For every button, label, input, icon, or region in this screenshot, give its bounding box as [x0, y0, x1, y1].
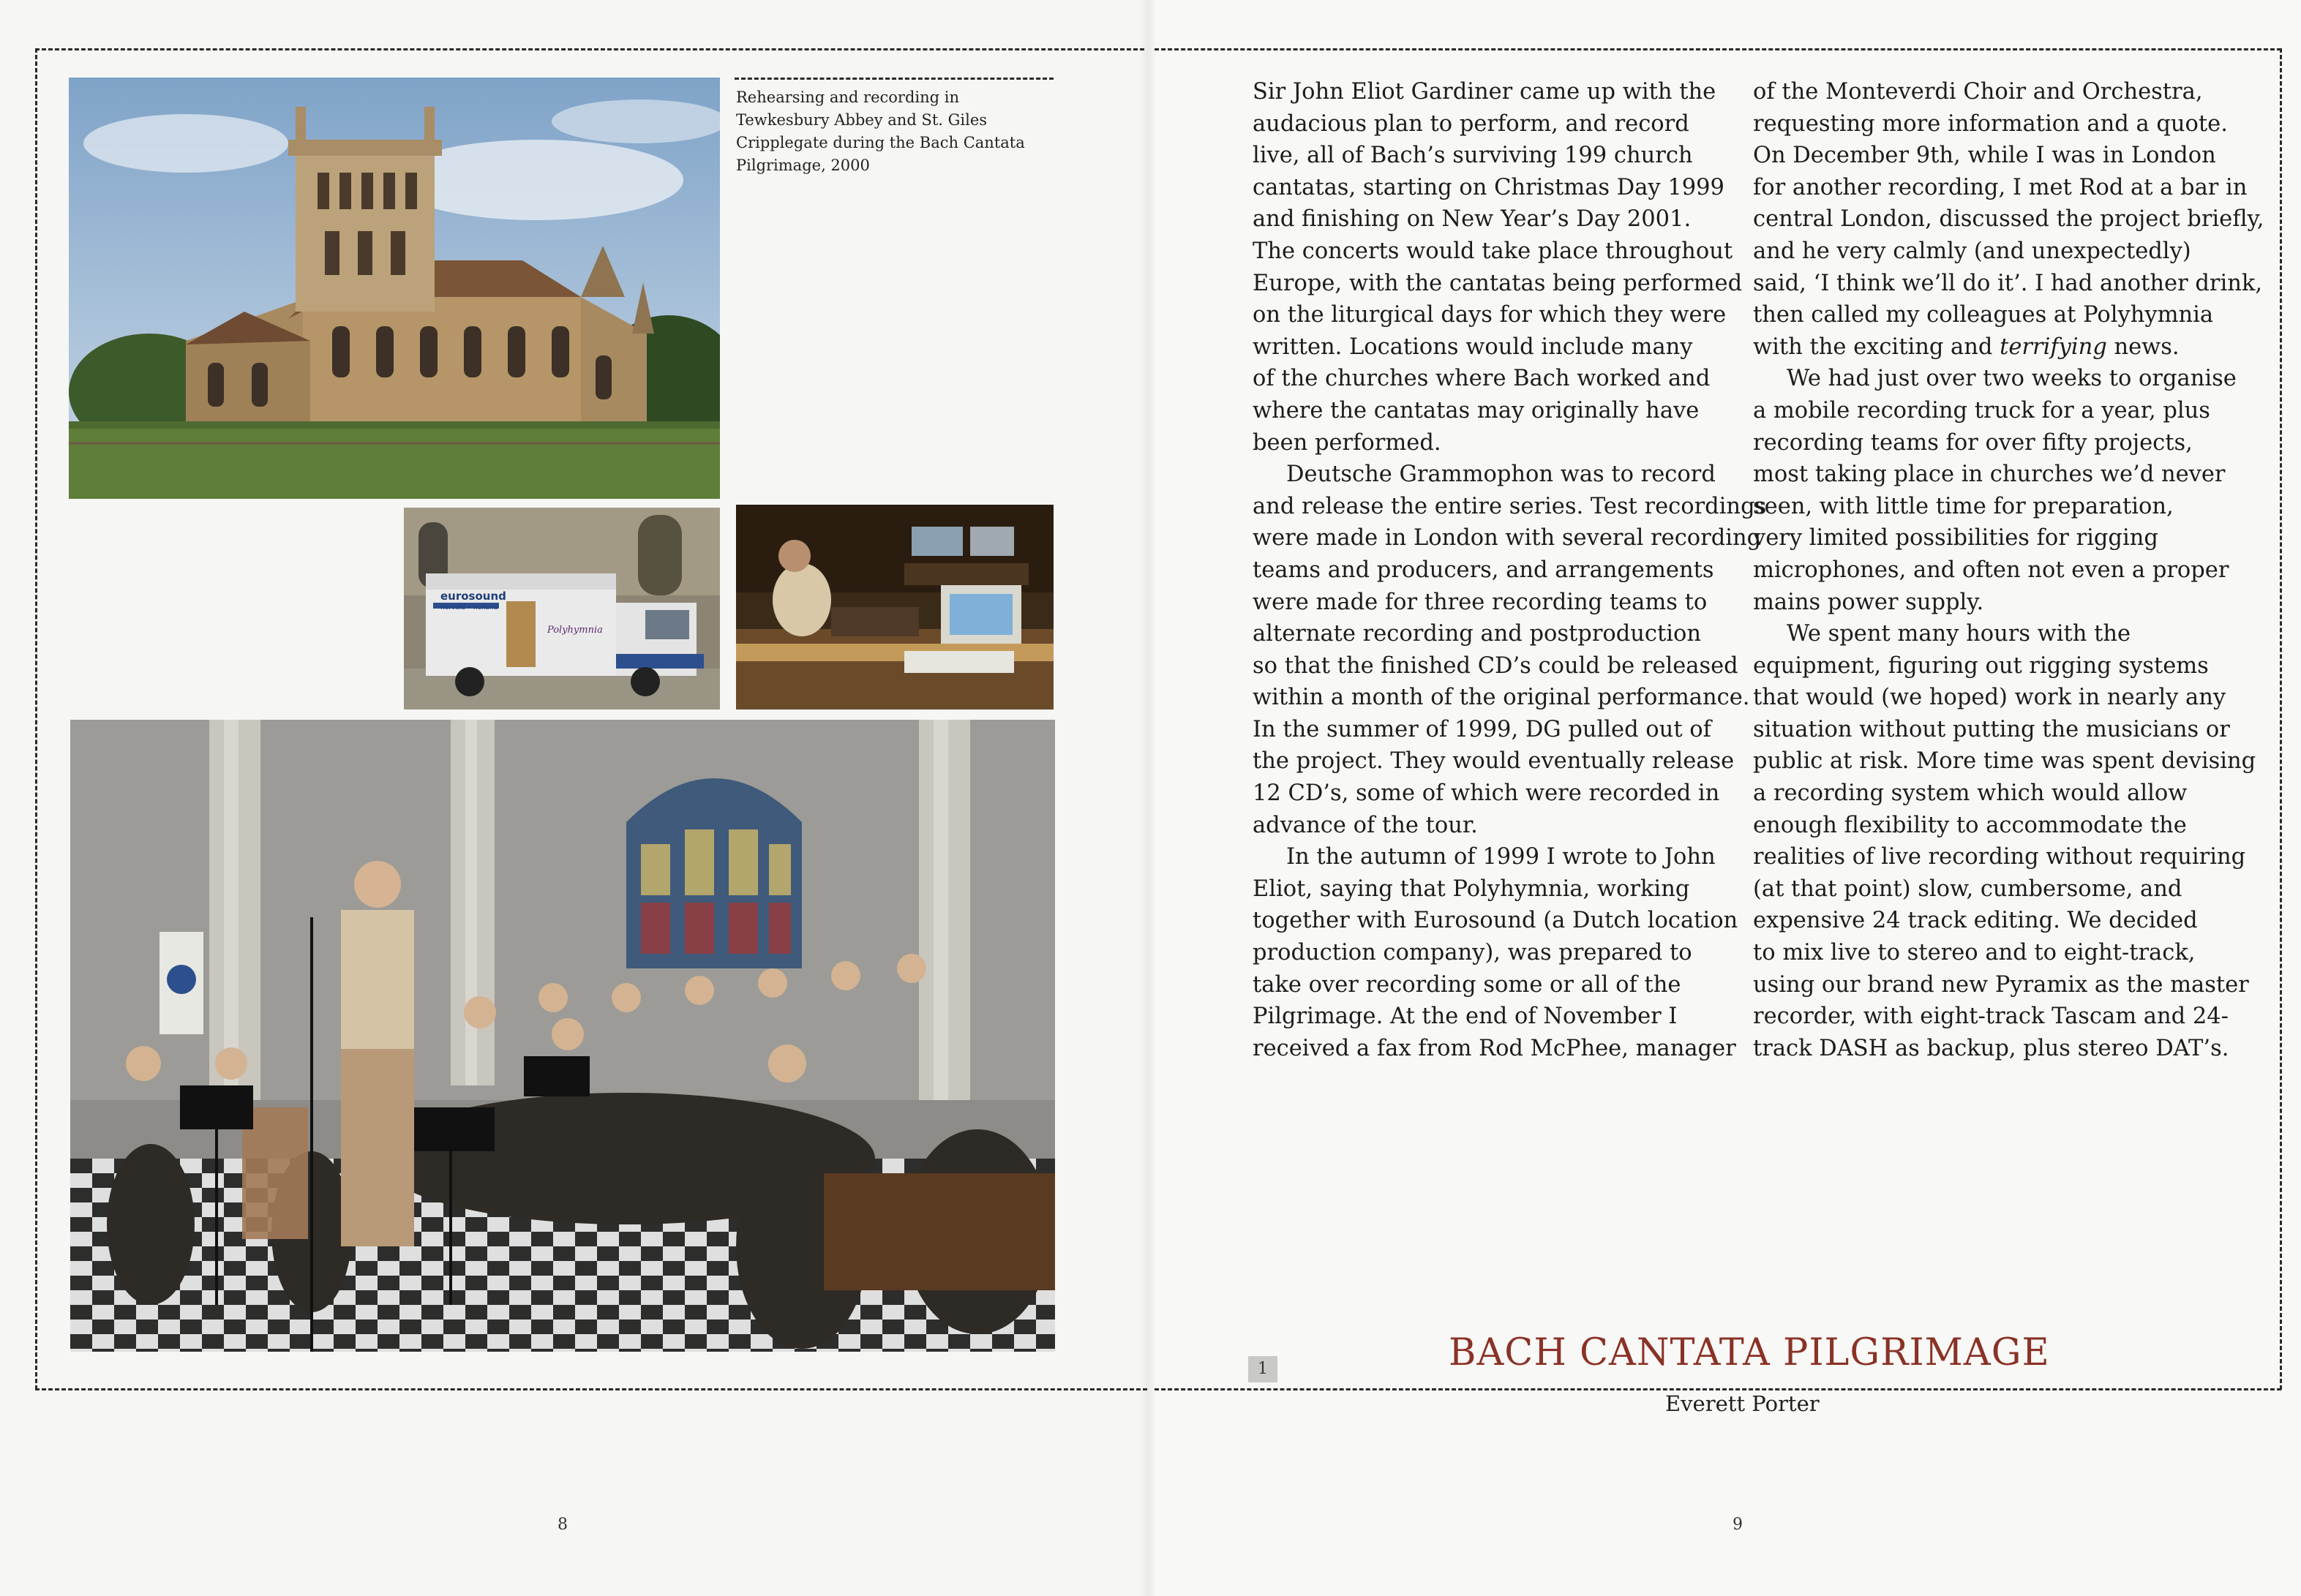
page-number-right: 9	[1733, 1516, 1743, 1534]
body-text-line: audacious plan to perform, and record	[1253, 110, 1689, 137]
body-text-line: realities of live recording without requiring	[1753, 844, 2246, 870]
body-text-line: and release the entire series. Test recordings	[1253, 493, 1767, 519]
dashed-frame-top-left	[35, 48, 1144, 50]
tewkesbury-abbey-photo	[69, 78, 720, 499]
body-text-line: microphones, and often not even a proper	[1753, 557, 2229, 583]
body-text-line: Europe, with the cantatas being performed	[1253, 270, 1743, 296]
body-text-line: of the Monteverdi Choir and Orchestra,	[1753, 79, 2203, 105]
body-text-line: were made for three recording teams to	[1253, 589, 1708, 615]
body-text-line: (at that point) slow, cumbersome, and	[1753, 876, 2182, 902]
body-text-line: so that the finished CD’s could be released	[1253, 652, 1738, 679]
body-text-line: that would (we hoped) work in nearly any	[1753, 685, 2226, 711]
body-text-line: In the autumn of 1999 I wrote to John	[1286, 844, 1716, 870]
recording-truck-photo	[404, 508, 720, 709]
body-text-line: On December 9th, while I was in London	[1753, 143, 2216, 169]
body-text-line: Deutsche Grammophon was to record	[1286, 462, 1716, 488]
body-text-line: advance of the tour.	[1253, 812, 1478, 838]
caption-line: Pilgrimage, 2000	[736, 157, 870, 174]
body-text-line: recorder, with eight-track Tascam and 24-	[1753, 1004, 2229, 1030]
body-text-line: track DASH as backup, plus stereo DAT’s.	[1753, 1035, 2229, 1061]
body-text-line: and finishing on New Year’s Day 2001.	[1253, 206, 1692, 233]
body-text-line: with the exciting and terrifying news.	[1753, 334, 2180, 360]
caption-line: Tewkesbury Abbey and St. Giles	[736, 111, 988, 129]
body-text-line: a mobile recording truck for a year, plus	[1753, 397, 2210, 424]
body-text-line: where the cantatas may originally have	[1253, 397, 1700, 424]
body-text-line: were made in London with several recording	[1253, 525, 1762, 552]
body-text-line: of the churches where Bach worked and	[1253, 366, 1711, 392]
body-text-line: on the liturgical days for which they were	[1253, 302, 1727, 328]
body-text-line: and he very calmly (and unexpectedly)	[1753, 238, 2191, 264]
body-text-line: production company), was prepared to	[1253, 940, 1692, 966]
body-text-line: a recording system which would allow	[1753, 780, 2188, 807]
truck-brand-label: eurosound	[440, 590, 506, 603]
article-title: BACH CANTATA PILGRIMAGE	[1449, 1331, 2050, 1374]
caption-line: Cripplegate during the Bach Cantata	[736, 134, 1025, 151]
body-text-line: together with Eurosound (a Dutch location	[1253, 908, 1738, 934]
body-text-line: most taking place in churches we’d never	[1753, 462, 2226, 488]
body-text-line: public at risk. More time was spent devising	[1753, 748, 2256, 775]
dashed-frame-right	[2280, 48, 2282, 1390]
body-column-2	[1753, 76, 2264, 1064]
orchestra-rehearsal-photo	[70, 720, 1055, 1352]
control-room-photo	[736, 505, 1054, 709]
body-column-1	[1253, 76, 1767, 1064]
body-text-line: take over recording some or all of the	[1253, 971, 1681, 998]
body-text-line: written. Locations would include many	[1253, 334, 1693, 360]
caption-rule	[735, 78, 1054, 80]
page-number-left: 8	[558, 1516, 568, 1534]
body-text-line: Sir John Eliot Gardiner came up with the	[1253, 79, 1716, 105]
body-text-line: live, all of Bach’s surviving 199 church	[1253, 143, 1693, 169]
body-text-line: In the summer of 1999, DG pulled out of	[1253, 716, 1711, 742]
body-text-line: The concerts would take place throughout	[1253, 238, 1733, 264]
body-text-line: within a month of the original performance.	[1253, 685, 1750, 711]
body-text-line: mains power supply.	[1753, 589, 1984, 615]
body-text-line: situation without putting the musicians or	[1753, 716, 2230, 742]
dashed-frame-top-right	[1155, 48, 2281, 50]
body-text-line: Eliot, saying that Polyhymnia, working	[1253, 876, 1690, 902]
body-text-line: the project. They would eventually release	[1253, 748, 1735, 775]
page-gutter	[1141, 0, 1155, 1596]
body-text-line: using our brand new Pyramix as the master	[1753, 971, 2249, 998]
body-text-line: to mix live to stereo and to eight-track,	[1753, 940, 2196, 966]
body-text-line: enough flexibility to accommodate the	[1753, 812, 2187, 838]
article-author: Everett Porter	[1665, 1391, 1820, 1416]
body-text-line: Pilgrimage. At the end of November I	[1253, 1004, 1678, 1030]
body-text-line: been performed.	[1253, 429, 1441, 456]
body-text-line: then called my colleagues at Polyhymnia	[1753, 302, 2214, 328]
body-text-line: seen, with little time for preparation,	[1753, 493, 2174, 519]
body-text-line: very limited possibilities for rigging	[1753, 525, 2158, 552]
body-text-line: requesting more information and a quote.	[1753, 110, 2228, 137]
body-text-line: received a fax from Rod McPhee, manager	[1253, 1035, 1736, 1061]
dashed-frame-left	[35, 48, 37, 1390]
body-text-line: teams and producers, and arrangements	[1253, 557, 1714, 583]
body-text-line: We spent many hours with the	[1787, 621, 2131, 647]
body-text-line: alternate recording and postproduction	[1253, 621, 1702, 647]
dashed-frame-bottom-left	[35, 1388, 1147, 1390]
body-text-line: central London, discussed the project briefly,	[1753, 206, 2264, 233]
body-text-line: equipment, figuring out rigging systems	[1753, 652, 2209, 679]
photo-caption	[736, 86, 1058, 177]
truck-brand-sub: herveld • holland	[440, 604, 498, 611]
dashed-frame-bottom-right	[1155, 1388, 2281, 1390]
body-text-line: said, ‘I think we’ll do it’. I had another drink,	[1753, 270, 2263, 296]
body-text-line: recording teams for over fifty projects,	[1753, 429, 2193, 456]
body-text-line: expensive 24 track editing. We decided	[1753, 908, 2198, 934]
truck-script-label: Polyhymnia	[547, 625, 603, 636]
body-text-line: We had just over two weeks to organise	[1787, 366, 2237, 392]
section-number-badge: 1	[1248, 1356, 1277, 1382]
body-text-line: cantatas, starting on Christmas Day 1999	[1253, 174, 1724, 200]
caption-line: Rehearsing and recording in	[736, 89, 960, 106]
body-text-line: 12 CD’s, some of which were recorded in	[1253, 780, 1720, 807]
body-text-line: for another recording, I met Rod at a bar in	[1753, 174, 2248, 200]
